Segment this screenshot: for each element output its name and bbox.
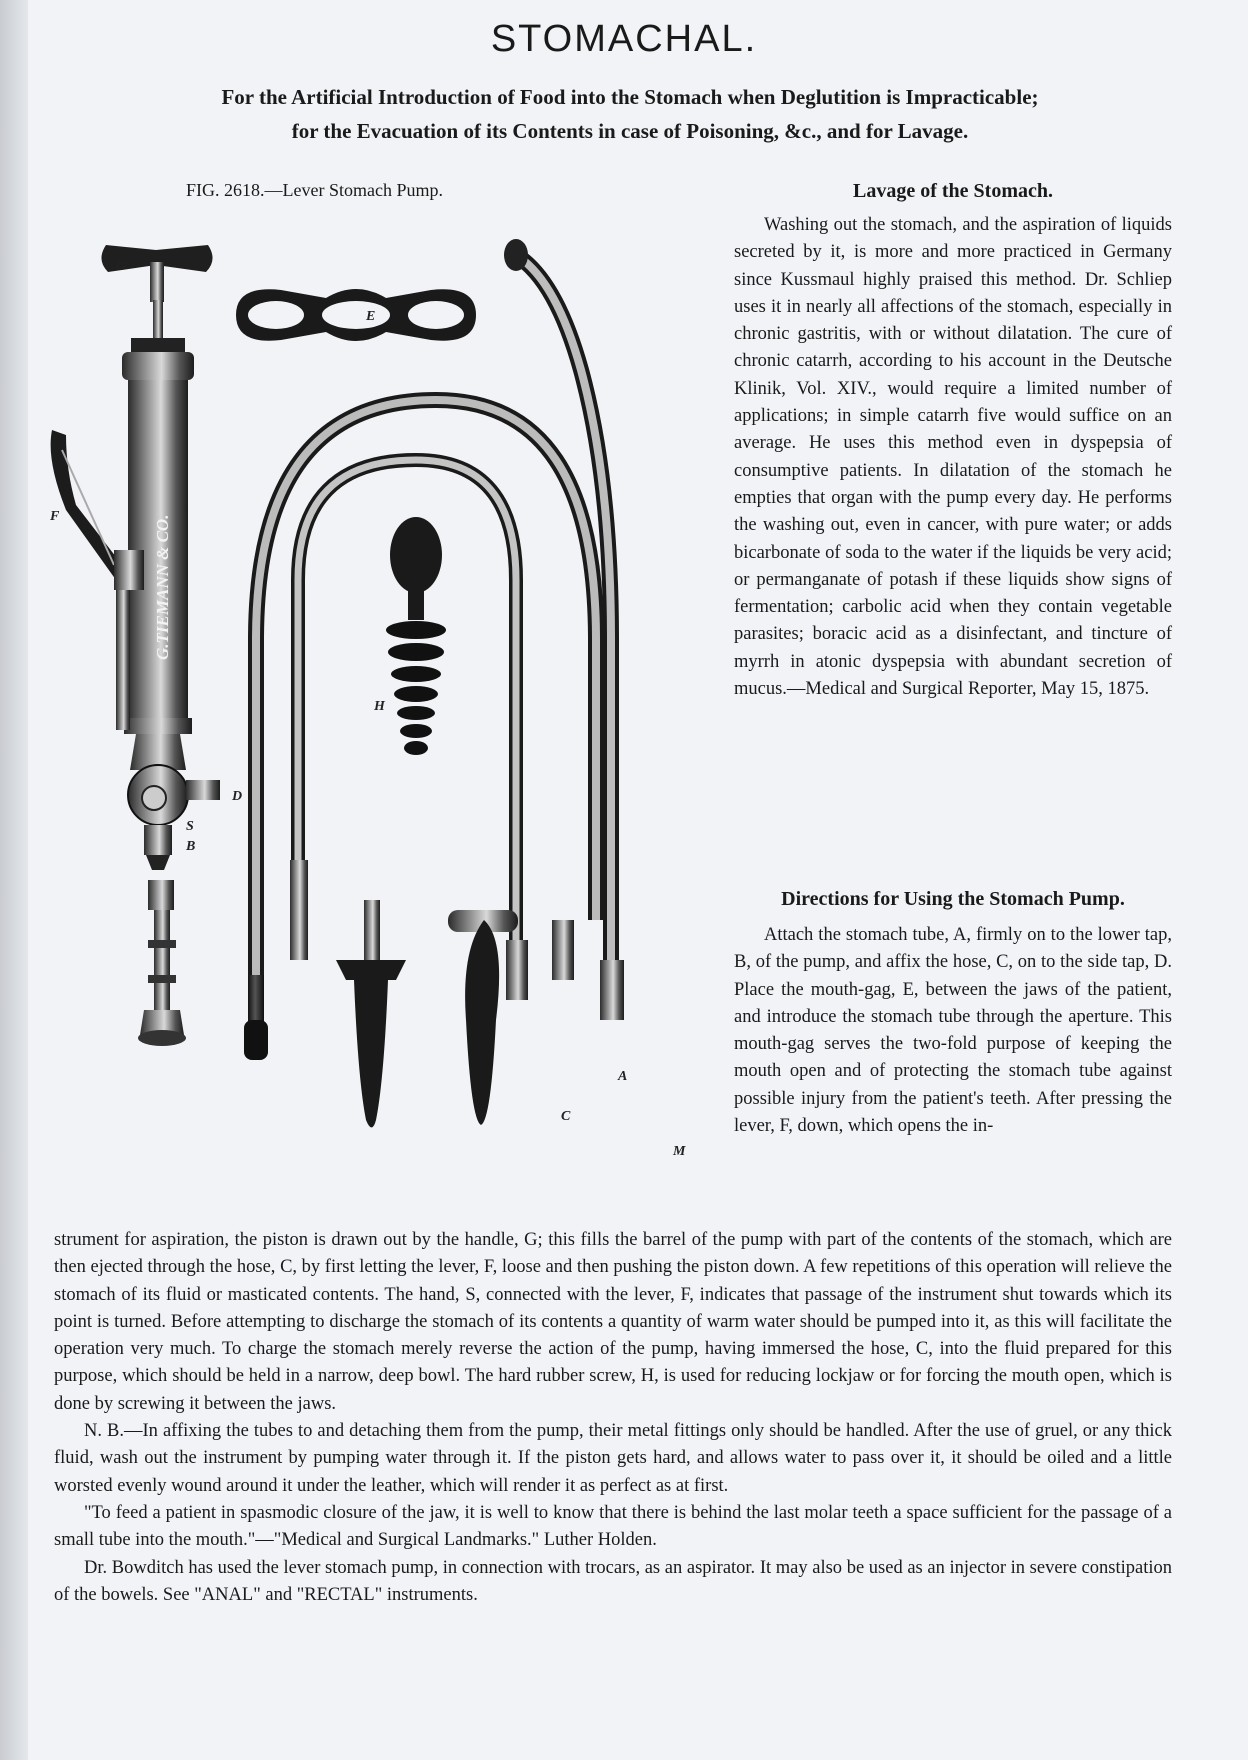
part-label-b: B xyxy=(186,839,196,854)
subtitle-line-2: for the Evacuation of its Contents in case of Poisoning, &c., and for Lavage. xyxy=(291,119,969,143)
stomach-pump-illustration xyxy=(36,220,716,1180)
lower-tap xyxy=(138,880,186,1046)
valve-body xyxy=(128,734,220,870)
part-label-d: D xyxy=(232,789,243,804)
directions-section xyxy=(734,886,1172,1140)
part-label-c: C xyxy=(561,1109,571,1124)
figure-caption: FIG. 2618.—Lever Stomach Pump. xyxy=(186,180,443,200)
page-title: STOMACHAL. xyxy=(490,18,758,60)
directions-text-column: Attach the stomach tube, A, firmly on to the lower tap, B, of the pump, and affix the hose, C, on to the side tap, D. Place the mouth-gag, E, between the jaws of the patient, and introduce the stomach tube through the aperture. This mouth-gag serves the two-fold purpose of keeping the mouth open and of protecting the stomach tube against possible injury from the patient's teeth. After pressing the lever, F, down, which opens the in- xyxy=(734,925,1172,1137)
lavage-section xyxy=(734,178,1172,703)
part-label-f: F xyxy=(50,509,60,524)
part-label-h: H xyxy=(374,699,385,714)
piston-rod xyxy=(153,300,163,340)
part-label-m: M xyxy=(673,1144,686,1159)
nota-bene-paragraph: N. B.—In affixing the tubes to and detaching them from the pump, their metal fittings only should be handled. After the use of gruel, or any thick fluid, wash out the instrument by pumping water through it. If the piston gets hard, and allows water to pass over it, it should be oiled and a little worsted evenly wound around it under the leather, which will render it as perfect as at first. xyxy=(54,1421,1172,1496)
directions-heading: Directions for Using the Stomach Pump. xyxy=(781,888,1125,910)
part-label-g: G xyxy=(116,259,127,274)
holden-quote: "To feed a patient in spasmodic closure of the jaw, it is well to know that there is behind the last molar teeth a space sufficient for the passage of a small tube into the mouth."—"Medical and Surgical Landmarks." Luther Holden. xyxy=(54,1502,1172,1551)
tube-plug-left xyxy=(336,900,406,1128)
part-label-a: A xyxy=(618,1069,628,1084)
bowditch-paragraph: Dr. Bowditch has used the lever stomach pump, in connection with trocars, as an aspirator. It may also be used as an injector in severe constipation of the bowels. See "ANAL" and "RECTAL" instruments. xyxy=(54,1557,1172,1605)
directions-full-width xyxy=(54,1227,1172,1609)
page-subtitle xyxy=(40,80,1220,148)
directions-text-continued: strument for aspiration, the piston is drawn out by the handle, G; this fills the barrel of the pump with part of the contents of the stomach, which are then ejected through the hose, C, by first letting the lever, F, loose and then pushing the piston down. A few repetitions of this operation will relieve the stomach of its fluid or masticated contents. The hand, S, connected with the lever, F, indicates that passage of the instrument shut towards which its point is turned. Before attempting to discharge the stomach of its contents a quantity of warm water should be pumped into it, as this will facilitate the operation very much. To charge the stomach merely reverse the action of the pump, having immersed the hose, C, into the fluid prepared for this purpose, which should be held in a narrow, deep bowl. The hard rubber screw, H, is used for reducing lockjaw or for forcing the mouth open, which is done by screwing it between the jaws. xyxy=(54,1230,1172,1414)
rubber-screw xyxy=(386,517,446,755)
part-label-e: E xyxy=(366,309,376,324)
subtitle-line-1: For the Artificial Introduction of Food into the Stomach when Deglutition is Impracticable; xyxy=(221,85,1039,109)
mouth-gag xyxy=(236,289,476,341)
lavage-heading: Lavage of the Stomach. xyxy=(853,180,1053,202)
part-label-s: S xyxy=(186,819,194,834)
page-gutter-shadow xyxy=(0,0,28,1760)
pump-barrel xyxy=(122,338,194,734)
barrel-inscription: G.TIEMANN & CO. xyxy=(153,514,172,660)
lavage-text: Washing out the stomach, and the aspiration of liquids secreted by it, is more and more practiced in Germany since Kussmaul highly praised this method. Dr. Schliep uses it in nearly all affections of the stomach, especially in chronic gastritis, with or without dilatation. The cure of chronic catarrh, according to his account in the Deutsche Klinik, Vol. XIV., would require a limited number of applications; in simple catarrh five would suffice on an average. He uses this method even in dyspepsia of consumptive patients. In dilatation of the stomach he empties that organ with the pump every day. He performs the washing out, even in cancer, with pure water; or adds bicarbonate of soda to the water if the liquids be very acid; or permanganate of potash if these liquids show signs of fermentation; carbolic acid when they contain vegetable parasites; boracic acid as a disinfectant, and tincture of myrrh in atonic dyspepsia with abundant secretion of mucus.—Medical and Surgical Reporter, May 15, 1875. xyxy=(734,215,1172,700)
